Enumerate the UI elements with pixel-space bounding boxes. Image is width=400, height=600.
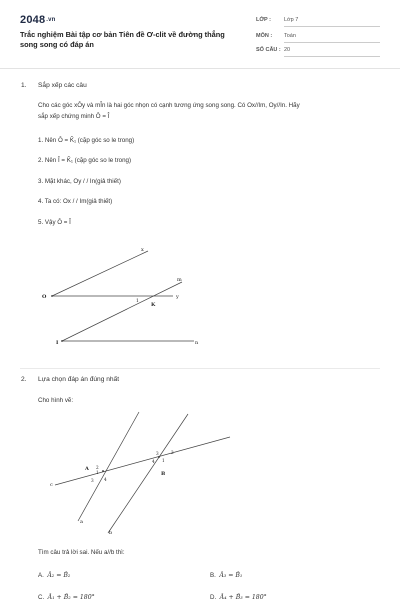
question-2-number: 2. [21,376,27,383]
point-b [158,456,160,458]
label-angle-b2: 2 [171,450,174,455]
meta-value: Toán [284,33,296,39]
line-b [108,414,188,533]
question-1-step-5[interactable]: 5. Vậy Ô = Î [38,219,71,226]
question-1-step-2[interactable]: 2. Nên Î = K̂₁ (cặp góc so le trong) [38,157,132,164]
meta-underline [284,56,380,57]
logo-suffix: .vn [46,17,56,24]
meta-value: 20 [284,47,291,53]
option-text: Â₄ + B̂₃ = 180° [219,594,267,600]
label-k: K [151,302,156,308]
point-o [51,295,53,297]
label-y: y [176,294,179,300]
meta-underline [284,26,380,27]
question-1-step-1[interactable]: 1. Nên Ô = K̂₁ (cặp góc so le trong) [38,137,135,144]
label-angle-b4: 4 [152,459,155,464]
option-a[interactable] [38,572,70,579]
label-point-a: A [85,466,89,472]
meta-value: Lớp 7 [284,17,299,23]
option-d[interactable] [210,594,267,600]
option-letter: C. [38,594,45,600]
page-header [0,0,400,64]
line-c [55,437,230,485]
question-2-title: Lựa chọn đáp án đúng nhất [38,376,120,383]
label-angle-a1: 1 [96,470,99,475]
label-angle-a2: 2 [96,465,99,470]
option-letter: D. [210,594,217,600]
site-logo[interactable] [20,14,56,26]
option-letter: A. [38,572,44,579]
meta-key: MÔN : [256,33,273,39]
label-i: I [56,340,59,346]
option-text: Â₃ = B̂₁ [219,572,243,579]
label-m: m [177,277,182,283]
question-1-step-4[interactable]: 4. Ta có: Ox / / Im(giả thiết) [38,198,113,205]
question-1-intro-line1: Cho các góc xÔy và mÎn là hai góc nhọn có cạnh tương ứng song song. Có Ox//Im, Oy//In. Hãy [38,102,300,109]
logo-text: 2048 [20,14,46,26]
label-line-c: c [50,482,53,488]
meta-class [256,15,380,27]
meta-subject [256,31,380,43]
option-letter: B. [210,572,216,579]
option-text: Â₂ = B̂₂ [47,572,71,579]
question-2-prompt: Tìm câu trả lời sai. Nếu a//b thì: [38,549,125,556]
question-1-figure [30,240,220,355]
option-b[interactable] [210,572,242,579]
point-a [102,470,104,472]
page-title: Trắc nghiệm Bài tập cơ bản Tiên đề Ơ-clit về đường thẳng song song có đáp án [20,30,225,49]
question-1-number: 1. [21,82,27,89]
label-x: x [141,247,144,253]
header-divider [0,68,400,69]
label-angle-b1: 1 [162,458,165,463]
label-angle-1: 1 [136,299,139,304]
question-1-title: Sắp xếp các câu [38,82,87,89]
label-point-b: B [161,471,166,477]
label-o: O [42,294,47,300]
question-separator [20,368,380,369]
label-n: n [195,340,199,346]
question-1-intro-line2: sắp xếp chứng minh Ô = Î [38,113,110,120]
meta-key: LỚP : [256,17,271,23]
meta-key: SỐ CÂU : [256,47,281,53]
option-text: Â₁ + B̂₂ = 180° [47,594,95,600]
label-angle-a3: 3 [91,478,94,483]
label-line-b: b [109,530,113,536]
label-angle-b3: 3 [156,451,159,456]
label-line-a: a [80,519,83,525]
label-angle-a4: 4 [104,477,107,482]
ray-ox [52,251,148,296]
question-2-given: Cho hình vẽ: [38,397,74,404]
ray-im [62,282,182,341]
question-2-figure [45,408,235,540]
option-c[interactable] [38,594,95,600]
meta-count [256,45,380,57]
point-i [61,340,63,342]
question-1-step-3[interactable]: 3. Mặt khác, Oy / / In(giả thiết) [38,178,121,185]
meta-underline [284,42,380,43]
